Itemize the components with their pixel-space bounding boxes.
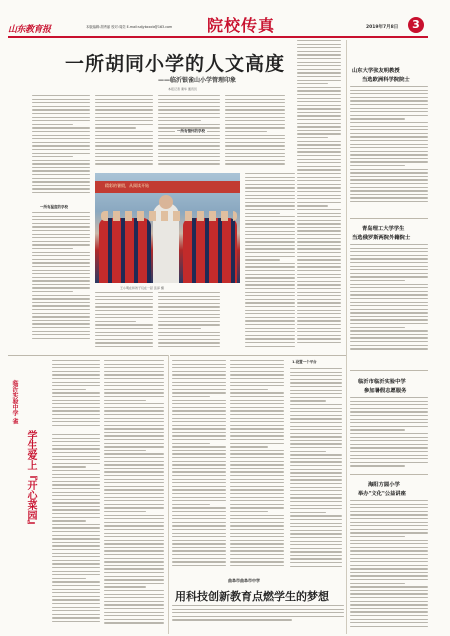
- section1-heading: 一所有温度的学校: [40, 205, 68, 209]
- bottom-lower-body: [172, 605, 344, 633]
- left-vertical-title-1: 临沂实验中学 雀: [11, 380, 18, 425]
- photo-student-group-right: [183, 218, 237, 283]
- masthead-info: 本版编辑:胡秀丽 校对:周奕 E-mail:sdjybxxcb@163.com: [86, 25, 173, 29]
- photo-teacher-head: [159, 195, 173, 209]
- right-divider-1: [350, 218, 428, 219]
- story4-body: [350, 500, 428, 632]
- story3-body: [350, 397, 428, 469]
- story4-title-2: 举办"文化"公益讲座: [358, 491, 406, 497]
- issue-date: 2019年7月8日: [366, 25, 399, 30]
- bottom-headline: 用科技创新教育点燃学生的梦想: [175, 590, 329, 603]
- main-subheadline: ——临沂银雀山小学管理印象: [158, 77, 237, 84]
- bottom-article-top-rule: [170, 355, 346, 356]
- section-title: 院校传真: [207, 16, 276, 35]
- bottom-school-label: 曲阜市曲阜市中学: [228, 578, 260, 583]
- photo-sign: 精彩的暑假，从阅读开始: [105, 183, 149, 188]
- main-article-body-col5: [297, 40, 341, 352]
- main-byline: 本报记者 秦华 通讯员: [168, 87, 197, 91]
- story3-title-2: 参加暑假志愿服务: [364, 388, 407, 394]
- bottom-upper-body-b: [230, 360, 284, 575]
- page-number-badge: [408, 17, 424, 33]
- main-headline: 一所胡同小学的人文高度: [65, 53, 286, 75]
- photo-student-group-left: [99, 218, 151, 283]
- bottom-column-divider: [168, 355, 169, 634]
- main-article-body-col1b: [32, 212, 90, 344]
- left-feature-top-rule: [8, 355, 168, 356]
- story3-title-1: 临沂市临沂实验中学: [358, 379, 406, 385]
- main-article-body-col4: [225, 95, 285, 170]
- section2-heading: 一所有情怀的学校: [177, 129, 205, 133]
- logo-text: 山东教育报: [8, 25, 51, 35]
- left-feature-body-a: [52, 360, 100, 430]
- story1-title-1: 山东大学张友明教授: [352, 68, 400, 74]
- page-number: 3: [412, 18, 420, 31]
- bottom-upper-body-a: [172, 360, 226, 575]
- main-article-body-col1: [32, 95, 90, 200]
- left-feature-body-b: [52, 434, 100, 632]
- left-feature-body-c: [104, 360, 164, 632]
- photo-caption: 王小明在和孩子们在一起 张泽 摄: [120, 286, 164, 290]
- story2-title-1: 青岛理工大学学生: [362, 226, 405, 232]
- main-article-body-col3b: [158, 292, 220, 352]
- photo-faces: [101, 211, 237, 221]
- bottom-upper-body-c: [290, 368, 342, 575]
- right-divider-2: [350, 370, 428, 371]
- story2-title-2: 当选俄罗斯两院外籍院士: [352, 235, 411, 241]
- masthead-rule: [8, 36, 428, 38]
- story4-title-1: 海阳方圆小学: [368, 482, 400, 488]
- main-article-body-col2b: [95, 292, 153, 352]
- main-article-body-col2: [95, 95, 153, 170]
- story1-title-2: 当选欧洲科学院院士: [362, 77, 410, 83]
- column-divider-right: [346, 40, 347, 634]
- story1-body: [350, 86, 428, 206]
- main-photo: [95, 173, 240, 283]
- story2-body: [350, 244, 428, 354]
- main-article-body-col4b: [245, 173, 295, 353]
- masthead-logo: [8, 17, 56, 35]
- right-divider-3: [350, 474, 428, 475]
- left-vertical-title-2: 学生爱上『开心菜园』: [25, 430, 36, 530]
- bottom-sub-heading: 1.设置一个平台: [292, 360, 317, 364]
